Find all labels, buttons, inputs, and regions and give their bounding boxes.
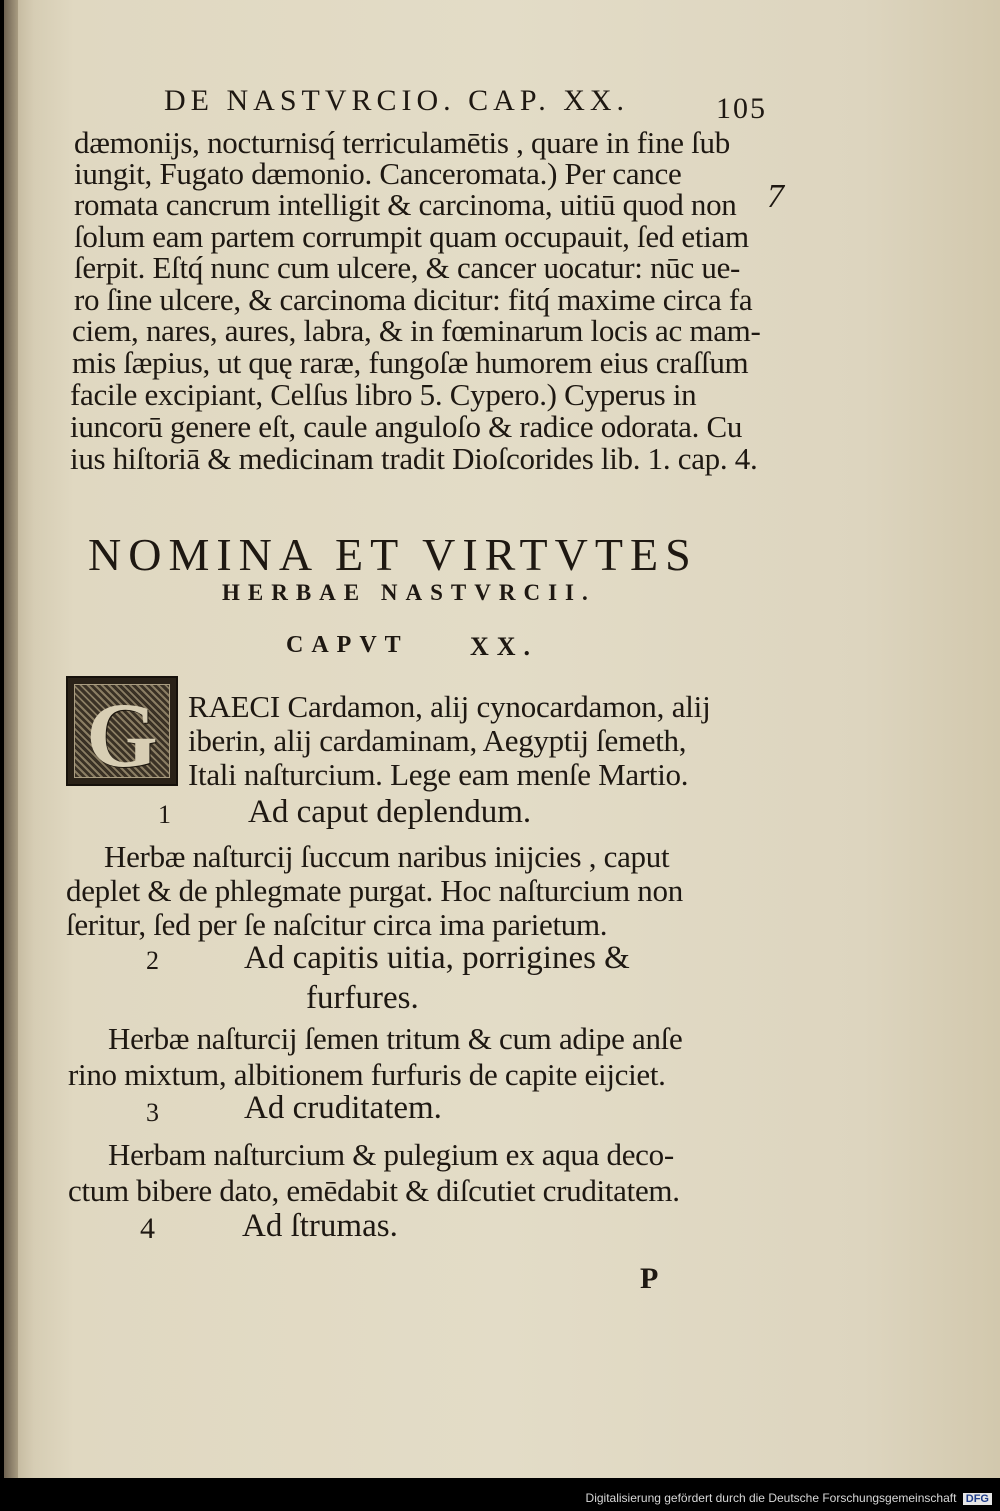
- chapter-title: NOMINA ET VIRTVTES: [88, 529, 698, 580]
- credit-text: Digitalisierung gefördert durch die Deutsche Forschungsgemeinschaft: [585, 1491, 957, 1505]
- text-line: ſerpit. Eſtq́ nunc cum ulcere, & cancer uocatur: nūc ue-: [74, 250, 741, 285]
- section-heading: Ad caput deplendum.: [248, 794, 532, 830]
- section-text-line: Herbæ naſturcij ſuccum naribus inijcies , caput: [104, 839, 670, 874]
- initial-ornament: [74, 684, 170, 786]
- text-line: ciem, nares, aures, labra, & in fœminarum locis ac mam-: [72, 313, 761, 348]
- text-line: mis ſæpius, ut quę raræ, fungoſæ humorem eius craſſum: [72, 345, 749, 380]
- section-heading: Ad ſtrumas.: [242, 1208, 398, 1244]
- section-heading: Ad capitis uitia, porrigines &: [244, 940, 630, 976]
- intro-line: RAECI Cardamon, alij cynocardamon, alij: [188, 689, 711, 724]
- section-text-line: Herbæ naſturcij ſemen tritum & cum adipe anſe: [108, 1021, 683, 1056]
- text-line: dæmonijs, nocturnisq́ terriculamētis , quare in fine ſub: [74, 125, 730, 160]
- section-text-line: deplet & de phlegmate purgat. Hoc naſturcium non: [66, 873, 683, 908]
- intro-line: Itali naſturcium. Lege eam menſe Martio.: [188, 757, 689, 792]
- section-number: 4: [140, 1212, 155, 1245]
- dfg-logo: DFG: [963, 1493, 992, 1505]
- caput-label: CAPVT: [286, 632, 409, 658]
- text-line: ius hiſtoriā & medicinam tradit Dioſcorides lib. 1. cap. 4.: [70, 441, 758, 476]
- section-text-line: ctum bibere dato, emēdabit & diſcutiet cruditatem.: [68, 1173, 680, 1208]
- section-text-line: rino mixtum, albitionem furfuris de capite eijciet.: [68, 1057, 666, 1092]
- section-text-line: ſeritur, ſed per ſe naſcitur circa ima parietum.: [66, 907, 608, 942]
- page-number: 105: [716, 92, 767, 125]
- margin-note: 7: [767, 178, 784, 215]
- section-number: 3: [146, 1098, 159, 1127]
- digitization-credit: [586, 1491, 992, 1505]
- text-line: ro ſine ulcere, & carcinoma dicitur: fitq́ maxime circa fa: [74, 282, 753, 317]
- section-number: 2: [146, 946, 159, 975]
- decorated-initial: [66, 676, 178, 786]
- signature-mark: P: [640, 1262, 659, 1295]
- chapter-subtitle: HERBAE NASTVRCII.: [222, 580, 596, 605]
- text-line: facile excipiant, Celſus libro 5. Cypero.) Cyperus in: [70, 377, 697, 412]
- section-heading: furfures.: [306, 980, 419, 1016]
- text-line: iungit, Fugato dæmonio. Canceromata.) Per cance: [74, 156, 682, 191]
- text-line: iuncorū genere eſt, caule anguloſo & radice odorata. Cu: [70, 409, 743, 444]
- section-text-line: Herbam naſturcium & pulegium ex aqua deco-: [108, 1137, 674, 1172]
- text-line: romata cancrum intelligit & carcinoma, uitiū quod non: [74, 187, 737, 222]
- section-heading: Ad cruditatem.: [244, 1090, 442, 1126]
- caput-number: XX.: [470, 632, 539, 661]
- book-page: [4, 0, 1000, 1478]
- initial-letter: G: [86, 684, 158, 786]
- running-header: DE NASTVRCIO. CAP. XX.: [164, 84, 630, 117]
- intro-line: iberin, alij cardaminam, Aegyptij ſemeth,: [188, 723, 687, 758]
- text-line: ſolum eam partem corrumpit quam occupauit, ſed etiam: [74, 219, 749, 254]
- section-number: 1: [158, 800, 171, 829]
